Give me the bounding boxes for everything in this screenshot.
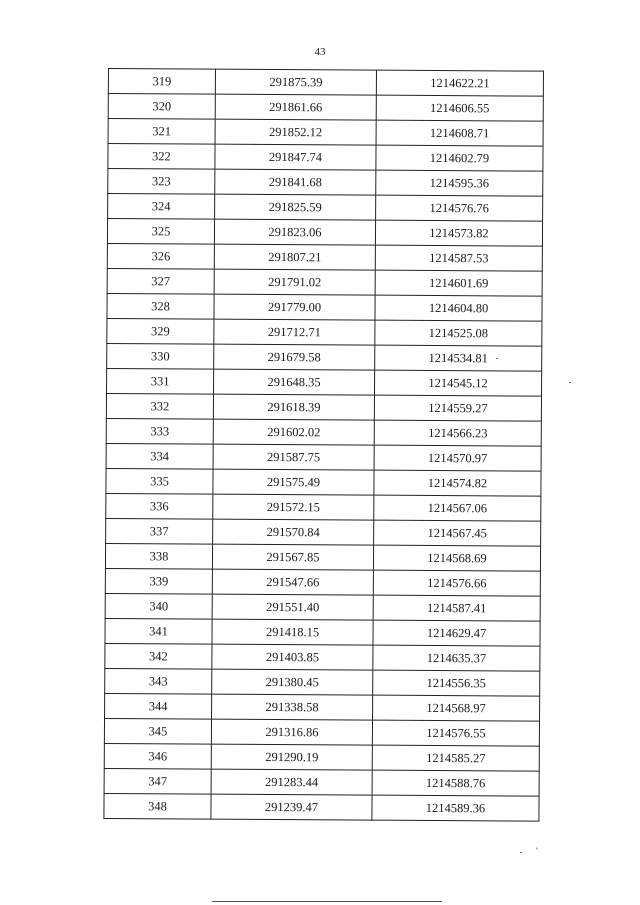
easting-cell: 291847.74 xyxy=(215,144,376,170)
point-number-cell: 338 xyxy=(105,543,212,569)
easting-cell: 291338.58 xyxy=(212,694,373,720)
table-row xyxy=(104,743,539,771)
easting-cell: 291567.85 xyxy=(212,544,373,570)
coordinate-table xyxy=(103,68,544,822)
point-number-cell: 342 xyxy=(105,643,212,669)
table-row xyxy=(108,94,543,122)
point-number-cell: 329 xyxy=(107,318,214,344)
table-row xyxy=(108,194,543,222)
point-number-cell: 330 xyxy=(107,343,214,369)
table-row xyxy=(107,268,542,296)
northing-cell: 1214587.41 xyxy=(373,595,540,621)
point-number-cell: 322 xyxy=(108,144,215,170)
northing-cell: 1214608.71 xyxy=(376,120,543,146)
easting-cell: 291290.19 xyxy=(211,744,372,770)
point-number-cell: 348 xyxy=(104,793,211,819)
easting-cell: 291587.75 xyxy=(213,444,374,470)
table-row xyxy=(105,568,540,596)
northing-cell: 1214595.36 xyxy=(376,170,543,196)
easting-cell: 291551.40 xyxy=(212,594,373,620)
northing-cell: 1214635.37 xyxy=(373,645,540,671)
coordinate-table-container xyxy=(103,68,540,822)
table-row xyxy=(106,443,541,471)
northing-cell: 1214567.45 xyxy=(374,520,541,546)
northing-cell: 1214587.53 xyxy=(375,245,542,271)
scan-speck xyxy=(569,382,571,383)
northing-cell: 1214570.97 xyxy=(374,445,541,471)
easting-cell: 291570.84 xyxy=(213,519,374,545)
point-number-cell: 344 xyxy=(105,693,212,719)
point-number-cell: 331 xyxy=(107,368,214,394)
point-number-cell: 328 xyxy=(107,293,214,319)
table-row xyxy=(106,518,541,546)
easting-cell: 291380.45 xyxy=(212,669,373,695)
northing-cell: 1214574.82 xyxy=(374,470,541,496)
easting-cell: 291841.68 xyxy=(215,169,376,195)
easting-cell: 291602.02 xyxy=(213,419,374,445)
point-number-cell: 345 xyxy=(104,718,211,744)
easting-cell: 291316.86 xyxy=(211,719,372,745)
point-number-cell: 333 xyxy=(106,418,213,444)
easting-cell: 291825.59 xyxy=(215,194,376,220)
table-row xyxy=(107,243,542,271)
table-row xyxy=(105,693,540,721)
northing-cell: 1214566.23 xyxy=(374,420,541,446)
northing-cell: 1214556.35 xyxy=(373,670,540,696)
easting-cell: 291679.58 xyxy=(214,344,375,370)
table-row xyxy=(108,69,543,97)
table-row xyxy=(104,768,539,796)
table-row xyxy=(106,393,541,421)
scan-edge-line xyxy=(212,901,442,902)
northing-cell: 1214589.36 xyxy=(372,795,539,821)
northing-cell: 1214534.81 xyxy=(375,345,542,371)
coordinate-table-body xyxy=(104,69,544,822)
easting-cell: 291861.66 xyxy=(215,94,376,120)
table-row xyxy=(107,318,542,346)
easting-cell: 291807.21 xyxy=(214,244,375,270)
table-row xyxy=(105,643,540,671)
scan-speck xyxy=(496,358,498,359)
easting-cell: 291779.00 xyxy=(214,294,375,320)
table-row xyxy=(107,293,542,321)
easting-cell: 291239.47 xyxy=(211,794,372,820)
easting-cell: 291823.06 xyxy=(214,219,375,245)
northing-cell: 1214559.27 xyxy=(374,395,541,421)
northing-cell: 1214622.21 xyxy=(376,70,543,96)
northing-cell: 1214601.69 xyxy=(375,270,542,296)
easting-cell: 291852.12 xyxy=(215,119,376,145)
point-number-cell: 339 xyxy=(105,568,212,594)
easting-cell: 291283.44 xyxy=(211,769,372,795)
point-number-cell: 347 xyxy=(104,768,211,794)
northing-cell: 1214573.82 xyxy=(375,220,542,246)
point-number-cell: 335 xyxy=(106,468,213,494)
scan-speck xyxy=(520,852,522,853)
table-row xyxy=(108,169,543,197)
northing-cell: 1214545.12 xyxy=(375,370,542,396)
table-row xyxy=(105,668,540,696)
northing-cell: 1214568.69 xyxy=(373,545,540,571)
scan-speck xyxy=(536,847,538,849)
point-number-cell: 337 xyxy=(106,518,213,544)
northing-cell: 1214629.47 xyxy=(373,620,540,646)
point-number-cell: 346 xyxy=(104,743,211,769)
easting-cell: 291618.39 xyxy=(213,394,374,420)
point-number-cell: 327 xyxy=(107,268,214,294)
northing-cell: 1214568.97 xyxy=(373,695,540,721)
point-number-cell: 326 xyxy=(107,243,214,269)
northing-cell: 1214576.55 xyxy=(372,720,539,746)
table-row xyxy=(105,593,540,621)
northing-cell: 1214585.27 xyxy=(372,745,539,771)
table-row xyxy=(107,219,542,247)
northing-cell: 1214576.76 xyxy=(376,195,543,221)
table-row xyxy=(108,144,543,172)
table-row xyxy=(105,618,540,646)
easting-cell: 291712.71 xyxy=(214,319,375,345)
table-row xyxy=(106,468,541,496)
table-row xyxy=(107,368,542,396)
point-number-cell: 334 xyxy=(106,443,213,469)
northing-cell: 1214606.55 xyxy=(376,95,543,121)
point-number-cell: 332 xyxy=(106,393,213,419)
northing-cell: 1214576.66 xyxy=(373,570,540,596)
easting-cell: 291575.49 xyxy=(213,469,374,495)
northing-cell: 1214602.79 xyxy=(376,145,543,171)
point-number-cell: 341 xyxy=(105,618,212,644)
easting-cell: 291547.66 xyxy=(212,569,373,595)
easting-cell: 291648.35 xyxy=(214,369,375,395)
point-number-cell: 321 xyxy=(108,119,215,145)
point-number-cell: 324 xyxy=(108,194,215,220)
easting-cell: 291791.02 xyxy=(214,269,375,295)
table-row xyxy=(105,543,540,571)
northing-cell: 1214588.76 xyxy=(372,770,539,796)
table-row xyxy=(104,718,539,746)
table-row xyxy=(104,793,539,821)
point-number-cell: 325 xyxy=(107,219,214,245)
northing-cell: 1214604.80 xyxy=(375,295,542,321)
table-row xyxy=(106,493,541,521)
easting-cell: 291572.15 xyxy=(213,494,374,520)
table-row xyxy=(106,418,541,446)
point-number-cell: 343 xyxy=(105,668,212,694)
point-number-cell: 319 xyxy=(108,69,215,95)
northing-cell: 1214567.06 xyxy=(374,495,541,521)
easting-cell: 291418.15 xyxy=(212,619,373,645)
table-row xyxy=(108,119,543,147)
point-number-cell: 323 xyxy=(108,169,215,195)
point-number-cell: 336 xyxy=(106,493,213,519)
easting-cell: 291875.39 xyxy=(215,69,376,95)
table-row xyxy=(107,343,542,371)
easting-cell: 291403.85 xyxy=(212,644,373,670)
page-number: 43 xyxy=(314,46,326,58)
point-number-cell: 320 xyxy=(108,94,215,120)
northing-cell: 1214525.08 xyxy=(375,320,542,346)
point-number-cell: 340 xyxy=(105,593,212,619)
